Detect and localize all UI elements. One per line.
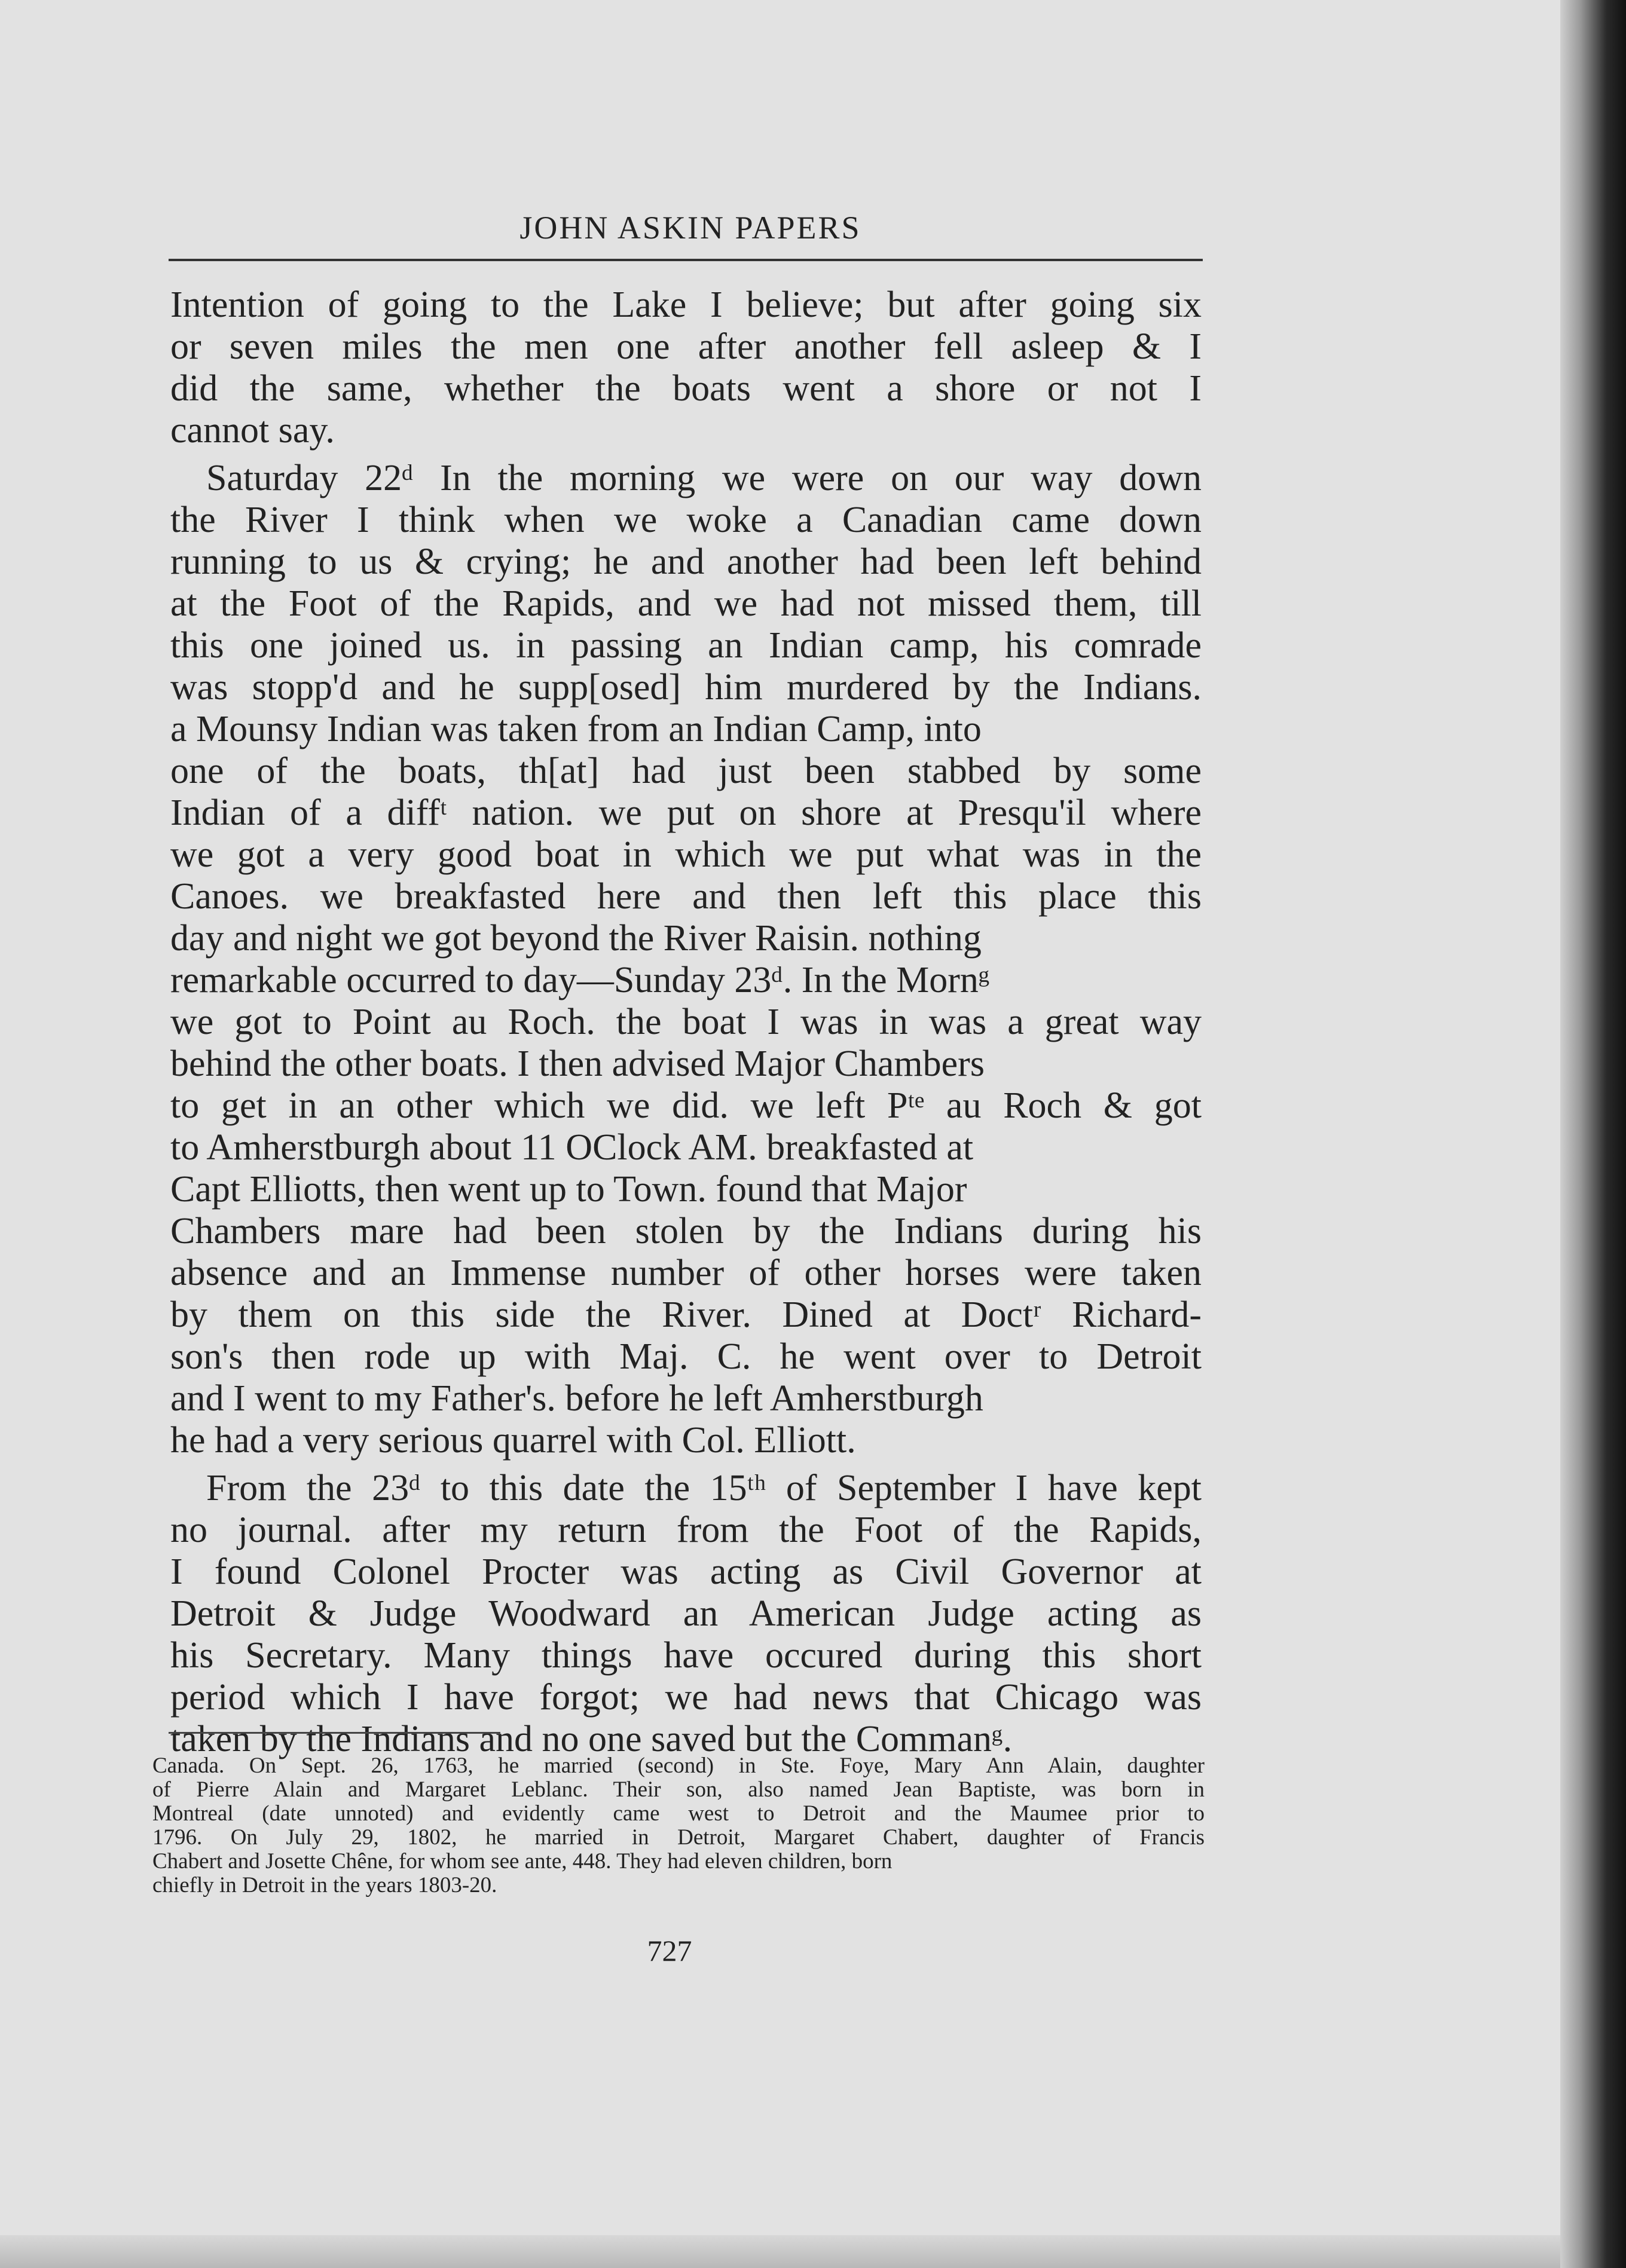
text-line: cannot say. [170, 410, 335, 451]
running-head: JOHN ASKIN PAPERS [519, 210, 861, 246]
text-line: period which I have forgot; we had news that Chicago was [170, 1677, 1202, 1718]
page-number: 727 [647, 1934, 692, 1967]
text-line: by them on this side the River. Dined at Doctʳ Richard- [170, 1294, 1202, 1335]
paragraph [170, 284, 1202, 451]
text-line: and I went to my Father's. before he left Amherstburgh [170, 1378, 983, 1419]
text-line: remarkable occurred to day—Sunday 23ᵈ. In the Mornᵍ [170, 960, 990, 1000]
footnote-line: Canada. On Sept. 26, 1763, he married (second) in Ste. Foye, Mary Ann Alain, daughter [152, 1754, 1205, 1778]
text-line: was stopp'd and he supp[osed] him murdered by the Indians. [170, 667, 1202, 708]
footnote [152, 1754, 1205, 1897]
text-line: From the 23ᵈ to this date the 15ᵗʰ of September I have kept [206, 1468, 1202, 1508]
text-line: I found Colonel Procter was acting as Civil Governor at [170, 1551, 1202, 1592]
text-line: no journal. after my return from the Foot of the Rapids, [170, 1510, 1202, 1550]
body-text [170, 284, 1202, 1760]
footnote-line: Montreal (date unnoted) and evidently came west to Detroit and the Maumee prior to [152, 1802, 1205, 1826]
text-line: Canoes. we breakfasted here and then left this place this [170, 876, 1202, 917]
text-line: at the Foot of the Rapids, and we had not missed them, till [170, 583, 1202, 624]
text-line: Intention of going to the Lake I believe; but after going six [170, 284, 1202, 325]
text-line: did the same, whether the boats went a shore or not I [170, 368, 1202, 409]
footnote-rule [169, 1732, 500, 1734]
text-line: a Mounsy Indian was taken from an Indian Camp, into [170, 709, 982, 749]
text-line: behind the other boats. I then advised Major Chambers [170, 1043, 985, 1084]
text-line: Capt Elliotts, then went up to Town. found that Major [170, 1169, 967, 1210]
text-line: Chambers mare had been stolen by the Indians during his [170, 1211, 1202, 1251]
text-line: one of the boats, th[at] had just been stabbed by some [170, 751, 1202, 791]
text-line: to Amherstburgh about 11 OClock AM. breakfasted at [170, 1127, 974, 1168]
text-line: or seven miles the men one after another fell asleep & I [170, 326, 1202, 367]
text-line: day and night we got beyond the River Raisin. nothing [170, 918, 982, 959]
paragraph [170, 1467, 1202, 1760]
text-line: we got to Point au Roch. the boat I was in was a great way [170, 1002, 1202, 1042]
text-line: Detroit & Judge Woodward an American Judge acting as [170, 1593, 1202, 1634]
text-line: the River I think when we woke a Canadian came down [170, 500, 1202, 540]
text-line: we got a very good boat in which we put what was in the [170, 834, 1202, 875]
text-line: his Secretary. Many things have occured during this short [170, 1635, 1202, 1676]
text-line: Indian of a diffᵗ nation. we put on shore at Presqu'il where [170, 792, 1202, 833]
text-line: son's then rode up with Maj. C. he went over to Detroit [170, 1336, 1202, 1377]
text-line: Saturday 22ᵈ In the morning we were on our way down [206, 458, 1202, 498]
paragraph [170, 457, 1202, 1461]
footnote-line: Chabert and Josette Chêne, for whom see ante, 448. They had eleven children, born [152, 1850, 893, 1874]
footnote-line: of Pierre Alain and Margaret Leblanc. Their son, also named Jean Baptiste, was born in [152, 1778, 1205, 1802]
header-rule [169, 259, 1203, 261]
text-line: running to us & crying; he and another had been left behind [170, 541, 1202, 582]
footnote-line: chiefly in Detroit in the years 1803-20. [152, 1874, 497, 1897]
text-line: to get in an other which we did. we left Pᵗᵉ au Roch & got [170, 1085, 1202, 1126]
footnote-line: 1796. On July 29, 1802, he married in Detroit, Margaret Chabert, daughter of Francis [152, 1826, 1205, 1850]
text-line: he had a very serious quarrel with Col. Elliott. [170, 1420, 856, 1461]
page-edge-shadow [1560, 0, 1626, 2268]
text-line: this one joined us. in passing an Indian camp, his comrade [170, 625, 1202, 666]
text-line: taken by the Indians and no one saved but the Commanᵍ. [170, 1719, 1013, 1759]
page-bottom-shadow [0, 2235, 1587, 2268]
text-line: absence and an Immense number of other horses were taken [170, 1253, 1202, 1293]
